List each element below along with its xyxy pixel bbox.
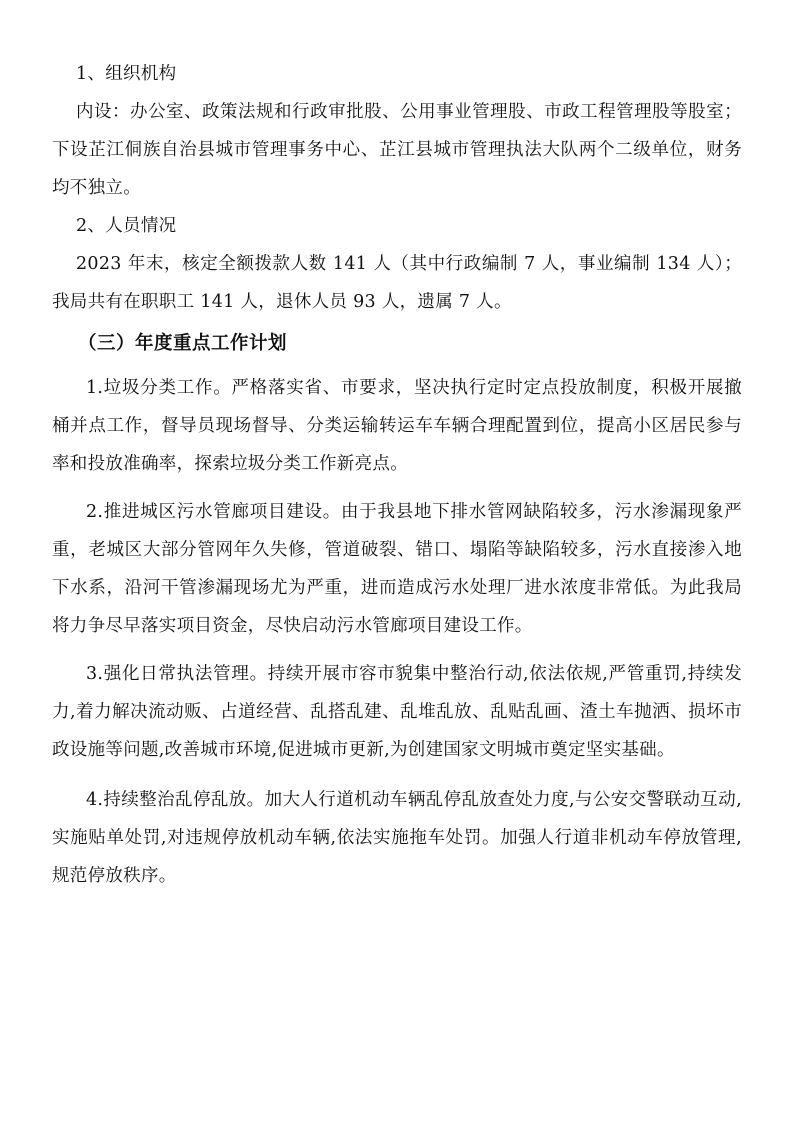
section-1-title: 1、组织机构 — [76, 64, 177, 84]
section-2-body: 2023 年末，核定全额拨款人数 141 人（其中行政编制 7 人，事业编制 134 人）；我局共有在职职工 141 人，退休人员 93 人，遗属 7 人。 — [52, 254, 742, 312]
plan-item-2: 2.推进城区污水管廊项目建设。由于我县地下排水管网缺陷较多，污水渗漏现象严重，老城区大部分管网年久失修，管道破裂、错口、塌陷等缺陷较多，污水直接渗入地下水系，沿河干管渗漏现场尤为严重，进而造成污水处理厂进水浓度非常低。为此我局将力争尽早落实项目资金，尽快启动污水管廊项目建设工作。 — [52, 502, 742, 636]
plan-item-1: 1.垃圾分类工作。严格落实省、市要求，坚决执行定时定点投放制度，积极开展撤桶并点工作，督导员现场督导、分类运输转运车车辆合理配置到位，提高小区居民参与率和投放准确率，探索垃圾分类工作新亮点。 — [52, 378, 742, 474]
plan-item-3: 3.强化日常执法管理。持续开展市容市貌集中整治行动,依法依规,严管重罚,持续发力,着力解决流动贩、占道经营、乱搭乱建、乱堆乱放、乱贴乱画、渣土车抛洒、损坏市政设施等问题,改善城市环境,促进城市更新,为创建国家文明城市奠定坚实基础。 — [52, 664, 742, 760]
section-2-title: 2、人员情况 — [76, 216, 177, 236]
section-1-body: 内设：办公室、政策法规和行政审批股、公用事业管理股、市政工程管理股等股室；下设芷江侗族自治县城市管理事务中心、芷江县城市管理执法大队两个二级单位，财务均不独立。 — [52, 102, 742, 198]
document-page — [52, 55, 742, 895]
plan-heading: （三）年度重点工作计划 — [78, 333, 288, 354]
plan-item-4: 4.持续整治乱停乱放。加大人行道机动车辆乱停乱放查处力度,与公安交警联动互动,实施贴单处罚,对违规停放机动车辆,依法实施拖车处罚。加强人行道非机动车停放管理,规范停放秩序。 — [52, 790, 742, 886]
